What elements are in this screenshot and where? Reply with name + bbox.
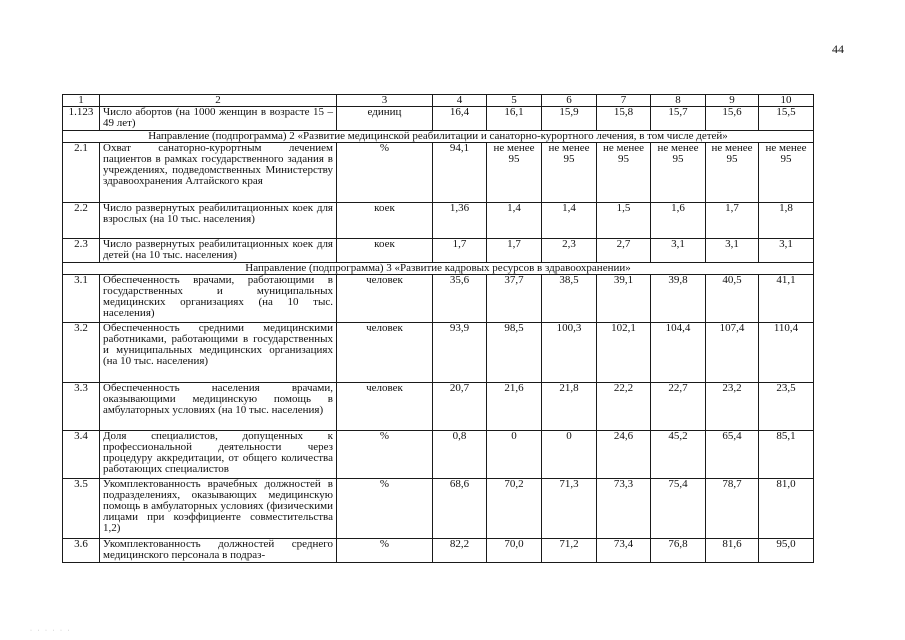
value-cell: 0,8	[433, 431, 487, 479]
column-number-9: 9	[706, 95, 759, 107]
table-row	[63, 203, 814, 239]
value-cell: 2,7	[597, 239, 651, 263]
value-cell: 73,4	[597, 539, 651, 563]
value-cell: 23,2	[706, 383, 759, 431]
unit-cell: %	[337, 479, 433, 539]
value-cell: 16,4	[433, 107, 487, 131]
unit-cell: коек	[337, 203, 433, 239]
table-header-row	[63, 95, 814, 107]
value-cell: 78,7	[706, 479, 759, 539]
value-cell: не менее 95	[597, 143, 651, 203]
value-cell: 1,5	[597, 203, 651, 239]
value-cell: 23,5	[759, 383, 814, 431]
value-cell: 21,8	[542, 383, 597, 431]
value-cell: не менее 95	[759, 143, 814, 203]
row-index: 3.2	[63, 323, 100, 383]
value-cell: 35,6	[433, 275, 487, 323]
value-cell: 39,1	[597, 275, 651, 323]
value-cell: 102,1	[597, 323, 651, 383]
unit-cell: единиц	[337, 107, 433, 131]
column-number-4: 4	[433, 95, 487, 107]
value-cell: 81,0	[759, 479, 814, 539]
value-cell: 2,3	[542, 239, 597, 263]
value-cell: 71,2	[542, 539, 597, 563]
row-index: 3.5	[63, 479, 100, 539]
value-cell: 85,1	[759, 431, 814, 479]
table-row	[63, 479, 814, 539]
value-cell: 40,5	[706, 275, 759, 323]
value-cell: 95,0	[759, 539, 814, 563]
column-number-7: 7	[597, 95, 651, 107]
value-cell: 1,4	[487, 203, 542, 239]
unit-cell: %	[337, 539, 433, 563]
unit-cell: коек	[337, 239, 433, 263]
row-index: 2.3	[63, 239, 100, 263]
column-number-3: 3	[337, 95, 433, 107]
value-cell: 15,8	[597, 107, 651, 131]
indicator-name: Обеспеченность населения врачами, оказывающими медицинскую помощь в амбулаторных условиях (на 10 тыс. населения)	[100, 383, 337, 431]
indicator-name: Число развернутых реабилитационных коек для взрослых (на 10 тыс. населения)	[100, 203, 337, 239]
value-cell: не менее 95	[487, 143, 542, 203]
value-cell: 73,3	[597, 479, 651, 539]
value-cell: 0	[487, 431, 542, 479]
row-index: 2.1	[63, 143, 100, 203]
column-number-8: 8	[651, 95, 706, 107]
row-index: 3.6	[63, 539, 100, 563]
value-cell: 68,6	[433, 479, 487, 539]
value-cell: 65,4	[706, 431, 759, 479]
unit-cell: человек	[337, 275, 433, 323]
value-cell: 1,36	[433, 203, 487, 239]
value-cell: 98,5	[487, 323, 542, 383]
value-cell: 1,7	[706, 203, 759, 239]
value-cell: 21,6	[487, 383, 542, 431]
indicator-table	[62, 94, 814, 563]
unit-cell: %	[337, 431, 433, 479]
value-cell: 1,7	[487, 239, 542, 263]
section-row	[63, 263, 814, 275]
value-cell: 1,4	[542, 203, 597, 239]
value-cell: 71,3	[542, 479, 597, 539]
value-cell: 70,0	[487, 539, 542, 563]
column-number-2: 2	[100, 95, 337, 107]
table-row	[63, 275, 814, 323]
indicator-name: Число абортов (на 1000 женщин в возрасте 15 – 49 лет)	[100, 107, 337, 131]
value-cell: 94,1	[433, 143, 487, 203]
value-cell: 41,1	[759, 275, 814, 323]
value-cell: 104,4	[651, 323, 706, 383]
value-cell: 45,2	[651, 431, 706, 479]
value-cell: 75,4	[651, 479, 706, 539]
value-cell: 16,1	[487, 107, 542, 131]
unit-cell: человек	[337, 323, 433, 383]
value-cell: 1,6	[651, 203, 706, 239]
value-cell: 15,9	[542, 107, 597, 131]
column-number-5: 5	[487, 95, 542, 107]
table-row	[63, 431, 814, 479]
indicator-name: Число развернутых реабилитационных коек для детей (на 10 тыс. населения)	[100, 239, 337, 263]
page-number: 44	[832, 42, 844, 56]
row-index: 1.123	[63, 107, 100, 131]
column-number-10: 10	[759, 95, 814, 107]
unit-cell: %	[337, 143, 433, 203]
value-cell: 37,7	[487, 275, 542, 323]
value-cell: не менее 95	[542, 143, 597, 203]
value-cell: не менее 95	[706, 143, 759, 203]
indicator-name: Укомплектованность должностей среднего медицинского персонала в подраз-	[100, 539, 337, 563]
value-cell: 1,8	[759, 203, 814, 239]
value-cell: 38,5	[542, 275, 597, 323]
value-cell: 15,6	[706, 107, 759, 131]
value-cell: 110,4	[759, 323, 814, 383]
section-row	[63, 131, 814, 143]
value-cell: 3,1	[706, 239, 759, 263]
table-row	[63, 323, 814, 383]
table-row	[63, 107, 814, 131]
table-row	[63, 143, 814, 203]
value-cell: 81,6	[706, 539, 759, 563]
section-title: Направление (подпрограмма) 3 «Развитие кадровых ресурсов в здравоохранении»	[63, 263, 814, 275]
value-cell: 22,2	[597, 383, 651, 431]
value-cell: не менее 95	[651, 143, 706, 203]
value-cell: 3,1	[759, 239, 814, 263]
value-cell: 3,1	[651, 239, 706, 263]
value-cell: 76,8	[651, 539, 706, 563]
indicator-name: Охват санаторно-курортным лечением пациентов в рамках государственного задания в учреждениях, подведомственных Министерству здравоохранения Алтайского края	[100, 143, 337, 203]
row-index: 3.1	[63, 275, 100, 323]
indicator-name: Укомплектованность врачебных должностей в подразделениях, оказывающих медицинскую помощь в амбулаторных условиях (физическими лицами при коэффициенте совместительства 1,2)	[100, 479, 337, 539]
value-cell: 20,7	[433, 383, 487, 431]
section-title: Направление (подпрограмма) 2 «Развитие медицинской реабилитации и санаторно-курортного лечения, в том числе детей»	[63, 131, 814, 143]
value-cell: 15,7	[651, 107, 706, 131]
value-cell: 1,7	[433, 239, 487, 263]
indicator-name: Обеспеченность врачами, работающими в государственных и муниципальных медицинских организациях (на 10 тыс. населения)	[100, 275, 337, 323]
row-index: 3.4	[63, 431, 100, 479]
scan-artifact: · · · · · ·	[30, 628, 72, 634]
value-cell: 93,9	[433, 323, 487, 383]
value-cell: 100,3	[542, 323, 597, 383]
indicator-name: Обеспеченность средними медицинскими работниками, работающими в государственных и муниципальных медицинских организациях (на 10 тыс. населения)	[100, 323, 337, 383]
value-cell: 39,8	[651, 275, 706, 323]
table-row	[63, 539, 814, 563]
value-cell: 0	[542, 431, 597, 479]
column-number-1: 1	[63, 95, 100, 107]
column-number-6: 6	[542, 95, 597, 107]
row-index: 2.2	[63, 203, 100, 239]
indicator-name: Доля специалистов, допущенных к профессиональной деятельности через процедуру аккредитации, от общего количества работающих специалистов	[100, 431, 337, 479]
value-cell: 22,7	[651, 383, 706, 431]
table-row	[63, 383, 814, 431]
row-index: 3.3	[63, 383, 100, 431]
unit-cell: человек	[337, 383, 433, 431]
value-cell: 70,2	[487, 479, 542, 539]
value-cell: 15,5	[759, 107, 814, 131]
value-cell: 107,4	[706, 323, 759, 383]
value-cell: 24,6	[597, 431, 651, 479]
table-row	[63, 239, 814, 263]
value-cell: 82,2	[433, 539, 487, 563]
